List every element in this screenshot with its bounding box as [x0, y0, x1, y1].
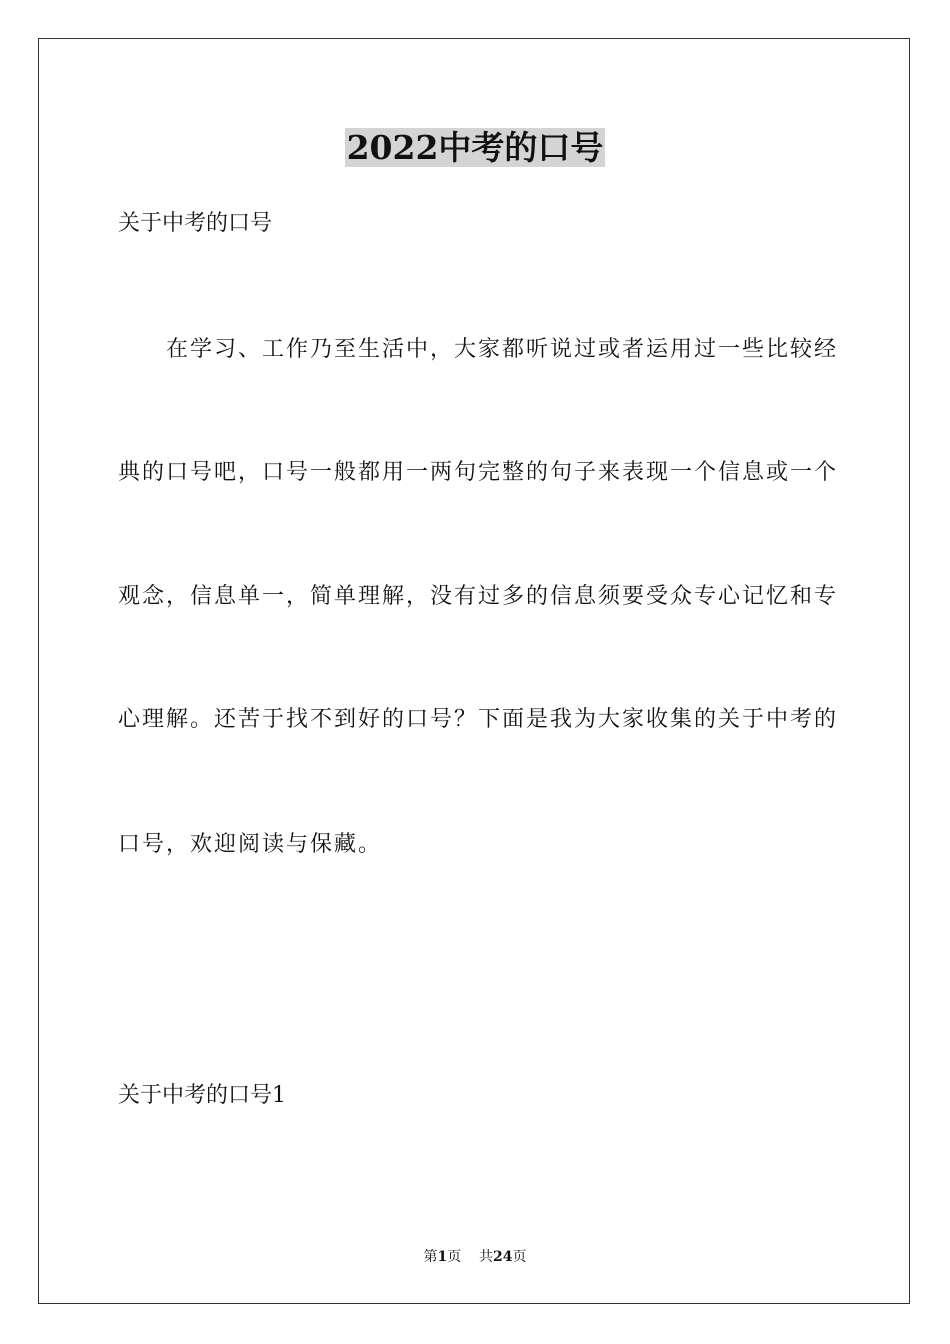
footer-total-pages: 24: [493, 1249, 513, 1265]
footer-page-number: 1: [437, 1249, 448, 1265]
paragraph-line: 在学习、工作乃至生活中，大家都听说过或者运用过一些比较经: [166, 337, 839, 362]
footer-page-prefix: 第: [423, 1249, 438, 1265]
document-title: [0, 128, 950, 168]
page-footer: [0, 1248, 950, 1266]
footer-page-suffix: 页: [447, 1249, 462, 1265]
paragraph-line: 观念，信息单一，简单理解，没有过多的信息须要受众专心记忆和专: [118, 584, 839, 609]
section-heading: 关于中考的口号1: [118, 1083, 286, 1108]
footer-total-prefix: 共: [479, 1249, 494, 1265]
document-title-text: 2022中考的口号: [346, 128, 604, 167]
paragraph-line: 心理解。还苦于找不到好的口号？下面是我为大家收集的关于中考的: [118, 707, 839, 732]
footer-total-suffix: 页: [512, 1249, 527, 1265]
subtitle: 关于中考的口号: [118, 211, 273, 236]
paragraph-line: 口号，欢迎阅读与保藏。: [118, 832, 383, 857]
paragraph-line: 典的口号吧，口号一般都用一两句完整的句子来表现一个信息或一个: [118, 460, 839, 485]
